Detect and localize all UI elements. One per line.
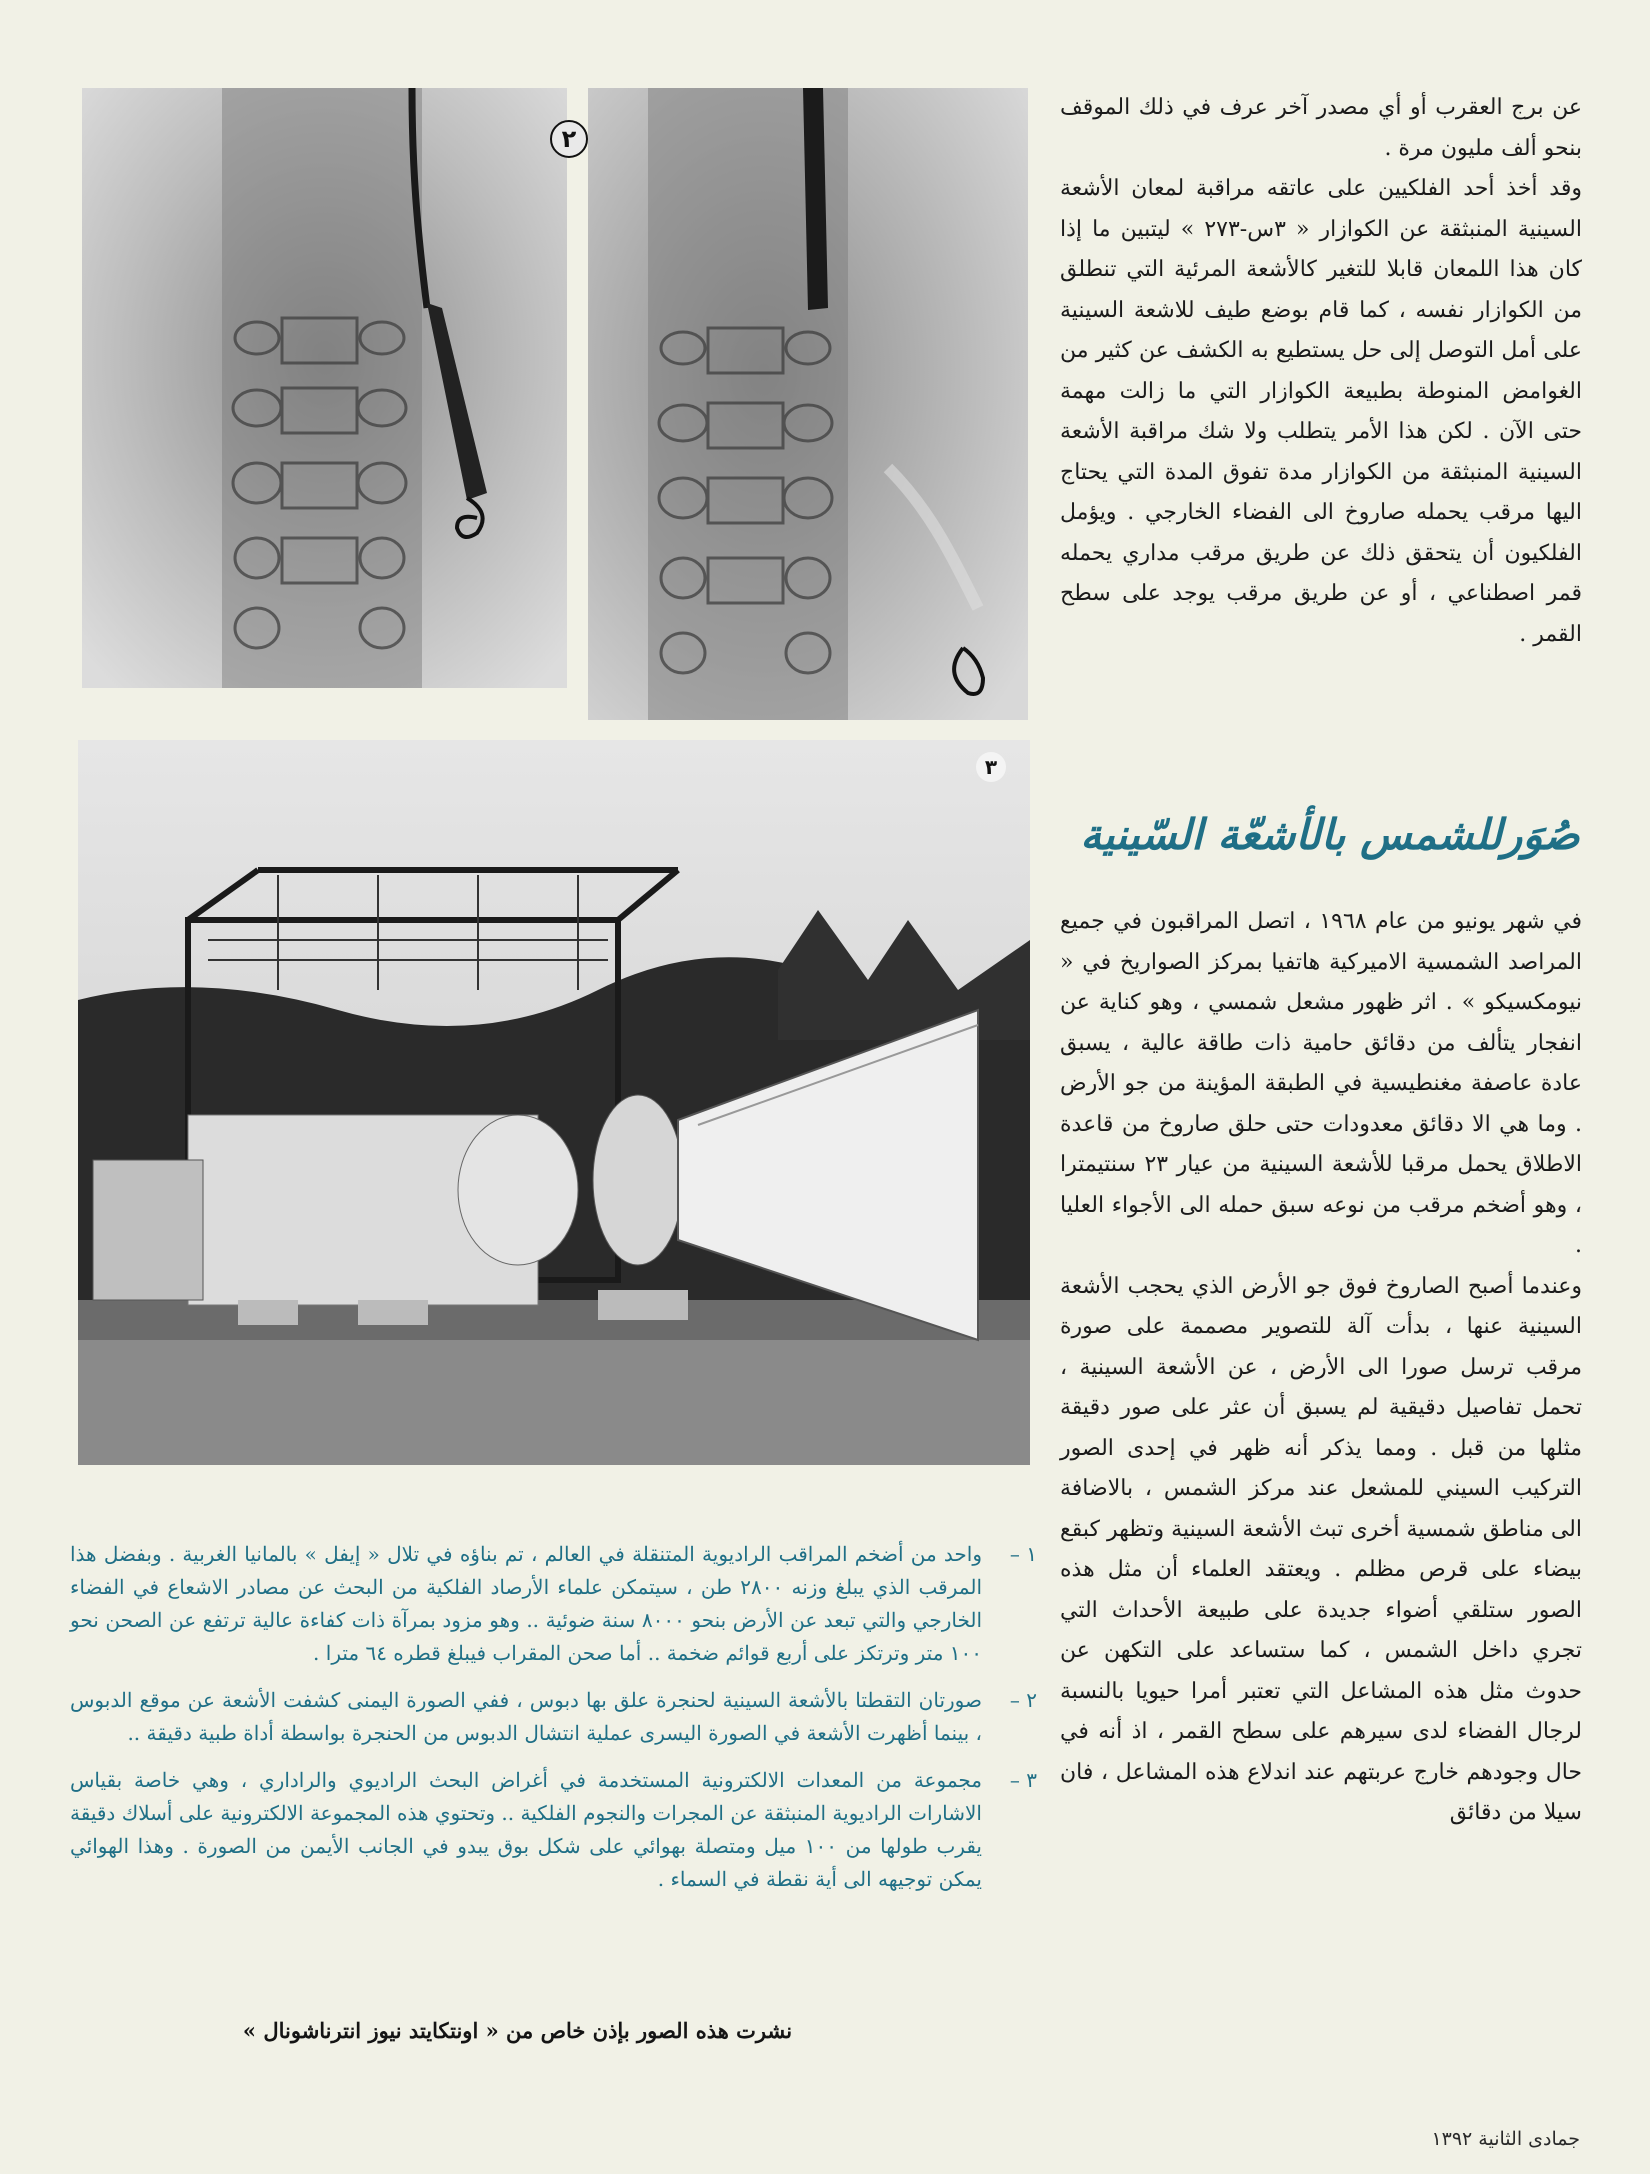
caption-text: واحد من أضخم المراقب الراديوية المتنقلة في العالم ، تم بناؤه في تلال « إيفل » بالمانيا الغربية . وبفضل هذا المرقب الذي يبلغ وزنه ٢٨٠٠ طن ، سيتمكن علماء الأرصاد الفلكية من البحث عن مصادر الاشعاع في الفضاء الخارجي والتي تبعد عن الأرض بنحو ٨٠٠٠ سنة ضوئية .. وهو مزود بمرآة ذات كفاءة عالية ترتفع عن الصحن نحو ١٠٠ متر وترتكز على أربع قوائم ضخمة .. أما صحن المقراب فيبلغ قطره ٦٤ مترا . (70, 1542, 983, 1665)
caption-number: ٣ – (1009, 1768, 1037, 1792)
figure-number-2: ٢ (550, 120, 588, 158)
article-paragraph: عن برج العقرب أو أي مصدر آخر عرف في ذلك الموقف بنحو ألف مليون مرة . (1060, 95, 1582, 161)
caption-item (70, 1538, 1045, 1670)
caption-item (70, 1684, 1045, 1750)
article-paragraph: وعندما أصبح الصاروخ فوق جو الأرض الذي يحجب الأشعة السينية عنها ، بدأت آلة للتصوير مصممة على صورة مرقب ترسل صورا الى الأرض ، عن الأشعة السينية ، تحمل تفاصيل دقيقية لم يسبق أن عثر على صور دقيقة مثلها من قبل . ومما يذكر أنه ظهر في إحدى الصور التركيب السيني للمشعل عند مركز الشمس ، بالاضافة الى مناطق شمسية أخرى تبث الأشعة السينية وتظهر كبقع بيضاء على قرص مظلم . ويعتقد العلماء أن مثل هذه الصور ستلقي أضواء جديدة على طبيعة الأحداث التي تجري داخل الشمس ، كما ستساعد على التكهن عن حدوث مثل هذه المشاعل التي تعتبر أمرا حيويا بالنسبة لرجال الفضاء لدى سيرهم على سطح القمر ، اذ أنه في حال وجودهم خارج عربتهم عند اندلاع هذه المشاعل ، فان سيلا من دقائق (1060, 1273, 1582, 1825)
caption-number: ٢ – (1009, 1688, 1037, 1712)
article-paragraph: في شهر يونيو من عام ١٩٦٨ ، اتصل المراقبون في جميع المراصد الشمسية الاميركية هاتفيا بمركز الصواريخ في « نيومكسيكو » . اثر ظهور مشعل شمسي ، وهو كناية عن انفجار يتألف من دقائق حامية ذات طاقة عالية ، يسبق عادة عاصفة مغنطيسية في الطبقة المؤينة من جو الأرض . وما هي الا دقائق معدودات حتى حلق صاروخ من قاعدة الاطلاق يحمل مرقبا للأشعة السينية من عيار ٢٣ سنتيمترا ، وهو أضخم مرقب من نوعه سبق حمله الى الأجواء العليا . (1060, 909, 1582, 1258)
article-column-lower (1060, 902, 1582, 1834)
xray-photo-right (588, 88, 1028, 720)
article-column-upper (1060, 88, 1582, 655)
caption-number: ١ – (1009, 1542, 1037, 1566)
radio-telescope-photo (78, 740, 1030, 1465)
xray-left-image (82, 88, 567, 688)
page-footer: جمادى الثانية ١٣٩٢ (1431, 2128, 1580, 2150)
xray-right-image (588, 88, 1028, 720)
photo-captions (70, 1538, 1045, 1910)
photo-credit: نشرت هذه الصور بإذن خاص من « اونتكايتد نيوز انترناشونال » (242, 2018, 793, 2043)
figure-number-3: ٣ (976, 752, 1006, 782)
section-title: صُوَرللشمس بالأشعّة السّينية (1080, 810, 1580, 859)
caption-text: مجموعة من المعدات الالكترونية المستخدمة في أغراض البحث الراديوي والراداري ، وهي خاصة بقياس الاشارات الراديوية المنبثقة عن المجرات والنجوم الفلكية .. وتحتوي هذه المجموعة الالكترونية على أسلاك دقيقة يقرب طولها من ١٠٠ ميل ومتصلة بهوائي على شكل بوق يبدو في الجانب الأيمن من الصورة . وهذا الهوائي يمكن توجيهه الى أية نقطة في السماء . (70, 1768, 982, 1891)
radio-telescope-image (78, 740, 1030, 1465)
article-paragraph: وقد أخذ أحد الفلكيين على عاتقه مراقبة لمعان الأشعة السينية المنبثقة عن الكوازار « ٣س-٢٧٣ » ليتبين ما إذا كان هذا اللمعان قابلا للتغير كالأشعة المرئية التي تنطلق من الكوازار نفسه ، كما قام بوضع طيف للاشعة السينية على أمل التوصل إلى حل يستطيع به الكشف عن كثير من الغوامض المنوطة بطبيعة الكوازار التي ما زالت مهمة حتى الآن . لكن هذا الأمر يتطلب ولا شك مراقبة الأشعة السينية المنبثقة من الكوازار مدة تفوق المدة التي يحتاج اليها مرقب يحمله صاروخ الى الفضاء الخارجي . ويؤمل الفلكيون أن يتحقق ذلك عن طريق مرقب مداري يحمله قمر اصطناعي ، أو عن طريق مرقب يوجد على سطح القمر . (1060, 176, 1582, 647)
caption-text: صورتان التقطتا بالأشعة السينية لحنجرة علق بها دبوس ، ففي الصورة اليمنى كشفت الأشعة عن موقع الدبوس ، بينما أظهرت الأشعة في الصورة اليسرى عملية انتشال الدبوس من الحنجرة بواسطة أداة طبية دقيقة .. (70, 1688, 982, 1745)
caption-item (70, 1764, 1045, 1896)
xray-photo-left (82, 88, 567, 688)
